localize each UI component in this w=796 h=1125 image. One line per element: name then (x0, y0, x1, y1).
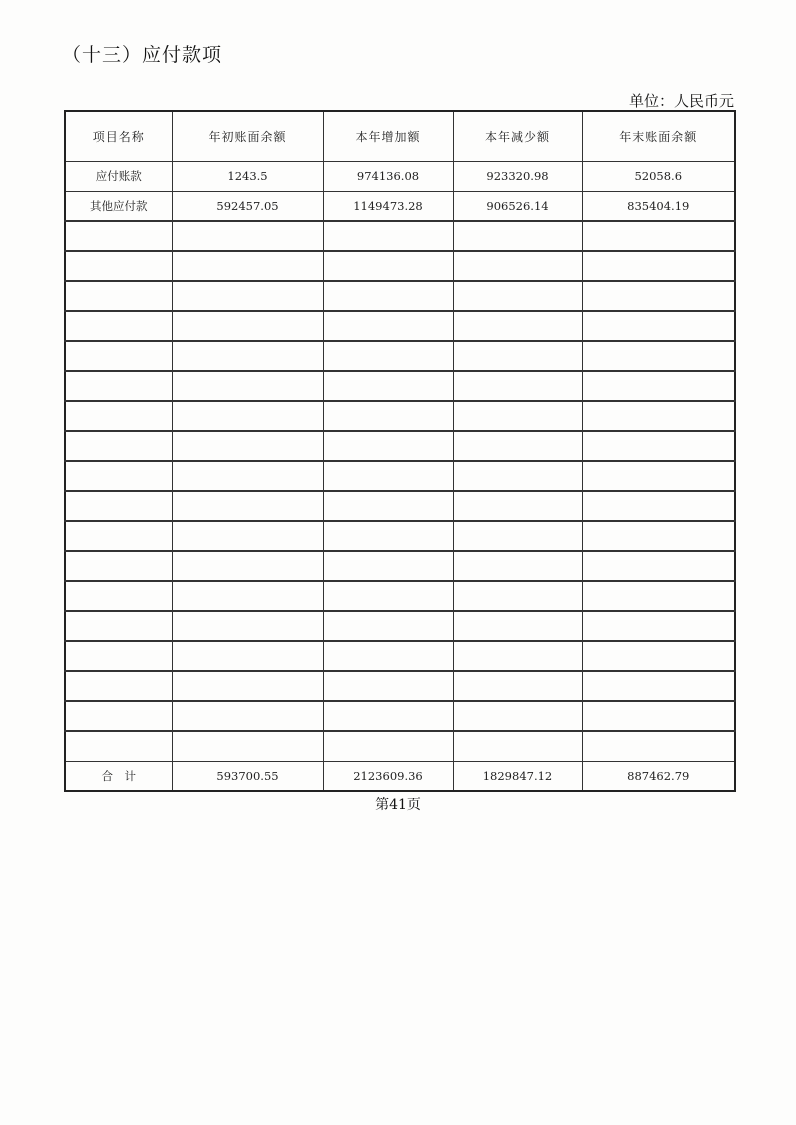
empty-cell (172, 641, 323, 671)
empty-cell (323, 551, 453, 581)
empty-cell (172, 701, 323, 731)
empty-cell (172, 371, 323, 401)
empty-cell (582, 461, 735, 491)
total-opening-balance: 593700.55 (172, 761, 323, 791)
empty-cell (172, 401, 323, 431)
empty-cell (582, 251, 735, 281)
empty-cell (65, 311, 172, 341)
empty-cell (323, 491, 453, 521)
empty-cell (582, 521, 735, 551)
empty-cell (323, 701, 453, 731)
total-label: 合 计 (65, 761, 172, 791)
empty-cell (453, 251, 582, 281)
empty-cell (65, 341, 172, 371)
empty-cell (65, 461, 172, 491)
empty-cell (582, 491, 735, 521)
section-title: （十三）应付款项 (62, 44, 223, 66)
empty-cell (65, 401, 172, 431)
empty-cell (172, 251, 323, 281)
row-closing-balance: 52058.6 (582, 161, 735, 191)
header-opening-balance: 年初账面余额 (172, 111, 323, 161)
empty-cell (172, 341, 323, 371)
empty-table-row (65, 701, 735, 731)
empty-cell (453, 701, 582, 731)
empty-cell (65, 521, 172, 551)
empty-cell (65, 581, 172, 611)
empty-cell (323, 641, 453, 671)
empty-cell (172, 551, 323, 581)
header-annual-decrease: 本年减少额 (453, 111, 582, 161)
empty-cell (453, 611, 582, 641)
empty-cell (172, 671, 323, 701)
row-annual-increase: 1149473.28 (323, 191, 453, 221)
empty-cell (172, 581, 323, 611)
empty-cell (172, 281, 323, 311)
total-annual-increase: 2123609.36 (323, 761, 453, 791)
empty-cell (582, 341, 735, 371)
row-annual-increase: 974136.08 (323, 161, 453, 191)
empty-cell (323, 461, 453, 491)
empty-table-row (65, 551, 735, 581)
empty-cell (323, 611, 453, 641)
row-opening-balance: 1243.5 (172, 161, 323, 191)
empty-table-row (65, 431, 735, 461)
empty-cell (65, 251, 172, 281)
empty-cell (65, 671, 172, 701)
header-item-name: 项目名称 (65, 111, 172, 161)
empty-cell (172, 611, 323, 641)
total-annual-decrease: 1829847.12 (453, 761, 582, 791)
empty-cell (323, 521, 453, 551)
empty-cell (323, 401, 453, 431)
empty-cell (453, 221, 582, 251)
empty-table-row (65, 491, 735, 521)
row-opening-balance: 592457.05 (172, 191, 323, 221)
empty-cell (453, 311, 582, 341)
empty-cell (582, 551, 735, 581)
empty-cell (453, 341, 582, 371)
row-annual-decrease: 923320.98 (453, 161, 582, 191)
header-closing-balance: 年末账面余额 (582, 111, 735, 161)
empty-cell (582, 401, 735, 431)
row-item-name: 其他应付款 (65, 191, 172, 221)
empty-cell (582, 311, 735, 341)
empty-cell (453, 521, 582, 551)
empty-cell (582, 281, 735, 311)
empty-cell (65, 491, 172, 521)
empty-cell (323, 581, 453, 611)
empty-table-row (65, 311, 735, 341)
empty-cell (323, 311, 453, 341)
empty-cell (172, 431, 323, 461)
empty-cell (453, 551, 582, 581)
empty-cell (323, 281, 453, 311)
empty-table-row (65, 371, 735, 401)
empty-cell (582, 731, 735, 761)
empty-cell (65, 371, 172, 401)
empty-table-row (65, 611, 735, 641)
empty-cell (582, 371, 735, 401)
empty-table-row (65, 581, 735, 611)
empty-cell (172, 521, 323, 551)
empty-cell (323, 221, 453, 251)
empty-cell (65, 611, 172, 641)
empty-table-row (65, 641, 735, 671)
empty-cell (453, 281, 582, 311)
table-header-row (65, 111, 735, 161)
unit-label: 单位：人民币元 (628, 92, 734, 110)
empty-cell (453, 431, 582, 461)
empty-cell (65, 281, 172, 311)
empty-cell (582, 641, 735, 671)
empty-cell (453, 581, 582, 611)
empty-cell (323, 431, 453, 461)
empty-table-row (65, 221, 735, 251)
empty-cell (65, 731, 172, 761)
empty-cell (323, 341, 453, 371)
empty-cell (172, 461, 323, 491)
row-closing-balance: 835404.19 (582, 191, 735, 221)
table-row (65, 161, 735, 191)
empty-cell (65, 431, 172, 461)
empty-cell (582, 431, 735, 461)
empty-table-row (65, 341, 735, 371)
empty-cell (323, 731, 453, 761)
empty-cell (172, 731, 323, 761)
table-row (65, 191, 735, 221)
row-item-name: 应付账款 (65, 161, 172, 191)
empty-cell (323, 251, 453, 281)
empty-cell (323, 671, 453, 701)
empty-table-row (65, 281, 735, 311)
empty-cell (172, 221, 323, 251)
empty-cell (582, 581, 735, 611)
empty-table-row (65, 401, 735, 431)
empty-cell (65, 221, 172, 251)
header-annual-increase: 本年增加额 (323, 111, 453, 161)
empty-table-row (65, 671, 735, 701)
empty-cell (582, 671, 735, 701)
empty-cell (172, 311, 323, 341)
empty-cell (453, 461, 582, 491)
empty-cell (65, 701, 172, 731)
empty-cell (582, 701, 735, 731)
page-number: 第41页 (375, 797, 421, 813)
empty-cell (453, 401, 582, 431)
empty-cell (172, 491, 323, 521)
total-closing-balance: 887462.79 (582, 761, 735, 791)
empty-cell (453, 731, 582, 761)
empty-cell (453, 641, 582, 671)
total-row (65, 761, 735, 791)
empty-table-row (65, 461, 735, 491)
empty-cell (453, 671, 582, 701)
empty-table-row (65, 731, 735, 761)
empty-cell (65, 641, 172, 671)
empty-cell (582, 611, 735, 641)
empty-table-row (65, 251, 735, 281)
empty-cell (65, 551, 172, 581)
payables-table (64, 110, 736, 792)
empty-cell (323, 371, 453, 401)
row-annual-decrease: 906526.14 (453, 191, 582, 221)
empty-cell (582, 221, 735, 251)
empty-cell (453, 371, 582, 401)
empty-table-row (65, 521, 735, 551)
empty-cell (453, 491, 582, 521)
